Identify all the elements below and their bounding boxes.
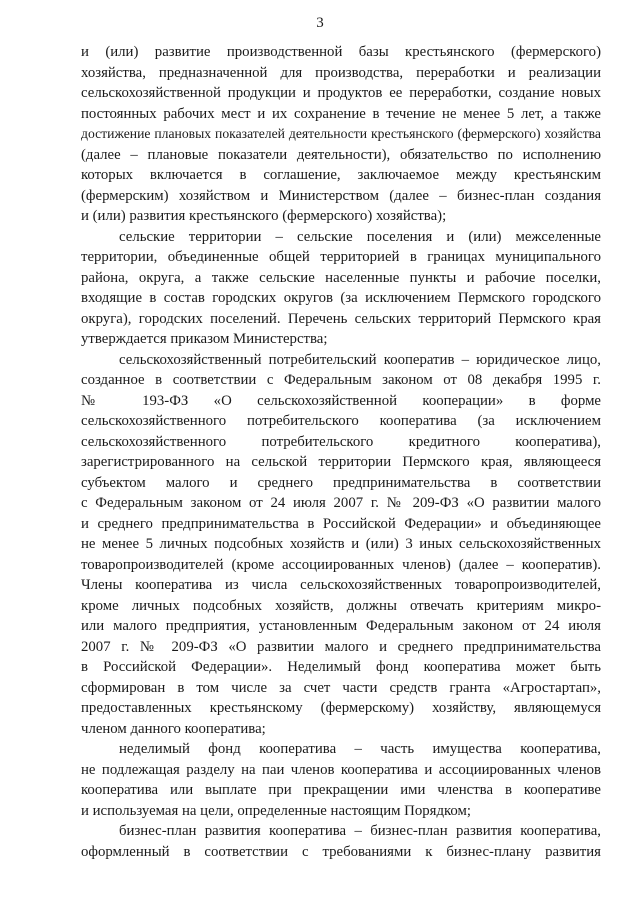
text-line: предоставленных крестьянскому (фермерскому) хозяйству, являющемуся bbox=[81, 700, 601, 716]
text-line: сельскохозяйственного потребительского кооператива (за исключением bbox=[81, 413, 601, 429]
text-line: сельскохозяйственного потребительского кредитного кооператива), bbox=[81, 433, 601, 450]
text-line: и среднего предпринимательства в Российской Федерации» и объединяющее bbox=[81, 515, 601, 532]
text-line: созданное в соответствии с Федеральным законом от 08 декабря 1995 г. bbox=[81, 372, 601, 388]
text-line: округа), городских поселений. Перечень сельских территорий Пермского края bbox=[81, 310, 601, 327]
text-line: зарегистрированного на сельской территории Пермского края, являющееся bbox=[81, 454, 601, 470]
text-line: хозяйства, предназначенной для производства, переработки и реализации bbox=[81, 64, 601, 81]
text-line: № 193-ФЗ «О сельскохозяйственной кооперации» в форме bbox=[81, 392, 601, 409]
paragraph-start-line: сельские территории – сельские поселения и (или) межселенные bbox=[119, 228, 601, 245]
text-line: сельскохозяйственной продукции и продуктов ее переработки, создание новых bbox=[81, 85, 601, 101]
text-line: сформирован в том числе за счет части средств гранта «Агростартап», bbox=[81, 679, 601, 696]
paragraph-start-line: сельскохозяйственный потребительский кооператив – юридическое лицо, bbox=[119, 351, 601, 368]
text-line: входящие в состав городских округов (за исключением Пермского городского bbox=[81, 290, 601, 306]
text-line: и (или) развитие производственной базы крестьянского (фермерского) bbox=[81, 44, 601, 60]
text-line: с Федеральным законом от 24 июля 2007 г. № 209-ФЗ «О развитии малого bbox=[81, 495, 601, 511]
text-line: Члены кооператива из числа сельскохозяйственных товаропроизводителей, bbox=[81, 577, 601, 593]
text-line: утверждается приказом Министерства; bbox=[81, 331, 328, 347]
text-line: постоянных рабочих мест и их сохранение в течение не менее 5 лет, а также bbox=[81, 105, 601, 122]
text-line: достижение плановых показателей деятельности крестьянского (фермерского) хозяйства bbox=[81, 126, 601, 141]
text-line: субъектом малого и среднего предпринимательства в соответствии bbox=[81, 474, 601, 491]
text-line: или малого предприятия, установленным Федеральным законом от 24 июля bbox=[81, 618, 601, 634]
text-line: (фермерским) хозяйством и Министерством (далее – бизнес-план создания bbox=[81, 187, 601, 204]
text-line: кроме личных подсобных хозяйств, должны отвечать критериям микро- bbox=[81, 597, 601, 614]
text-line: кооператива или выплате при прекращении ими членства в кооперативе bbox=[81, 782, 601, 798]
text-line: не подлежащая разделу на паи членов кооператива и ассоциированных членов bbox=[81, 761, 601, 778]
text-line: 2007 г. № 209-ФЗ «О развитии малого и среднего предпринимательства bbox=[81, 638, 601, 655]
text-line: членом данного кооператива; bbox=[81, 720, 266, 737]
paragraph-start-line: неделимый фонд кооператива – часть имущества кооператива, bbox=[119, 741, 601, 757]
text-line: не менее 5 личных подсобных хозяйств и (или) 3 иных сельскохозяйственных bbox=[81, 536, 601, 552]
text-line: которых включается в соглашение, заключаемое между крестьянским bbox=[81, 167, 601, 183]
text-line: и (или) развития крестьянского (фермерского) хозяйства); bbox=[81, 208, 447, 224]
document-body bbox=[81, 42, 601, 862]
text-line: оформленный в соответствии с требованиями к бизнес-плану развития bbox=[81, 843, 601, 860]
text-line: района, округа, а также сельские населенные пункты и рабочие поселки, bbox=[81, 269, 601, 286]
text-line: товаропроизводителей (кроме ассоциированных членов) (далее – кооператив). bbox=[81, 556, 601, 573]
paragraph-start-line: бизнес-план развития кооператива – бизнес-план развития кооператива, bbox=[119, 823, 601, 839]
text-line: в Российской Федерации». Неделимый фонд кооператива может быть bbox=[81, 659, 601, 675]
text-line: территории, объединенные общей территорией в границах муниципального bbox=[81, 249, 601, 265]
text-line: (далее – плановые показатели деятельности), обязательство по исполнению bbox=[81, 146, 601, 163]
page-number: 3 bbox=[316, 15, 324, 31]
text-line: и используемая на цели, определенные настоящим Порядком; bbox=[81, 802, 472, 819]
